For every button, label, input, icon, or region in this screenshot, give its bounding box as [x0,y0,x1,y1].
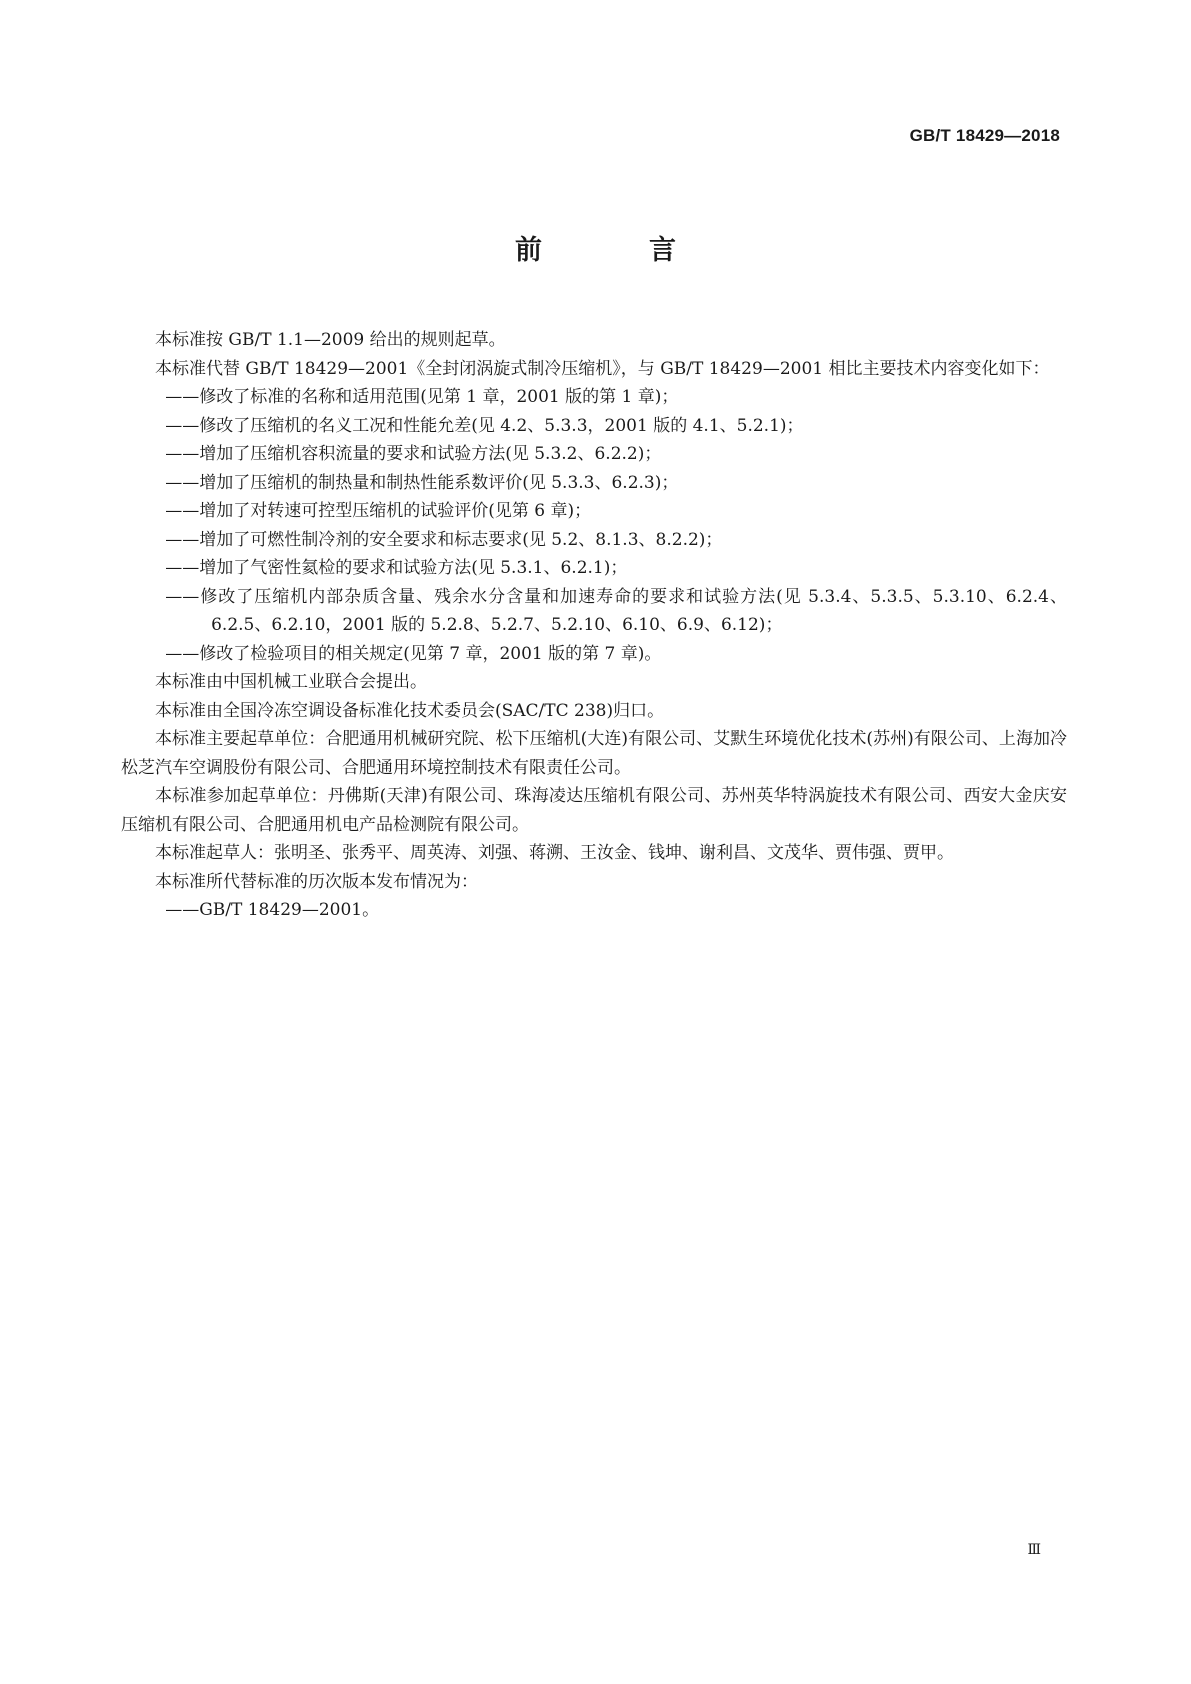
paragraph: 本标准代替 GB/T 18429—2001《全封闭涡旋式制冷压缩机》，与 GB/T 18429—2001 相比主要技术内容变化如下： [155,358,1050,379]
list-item: ——增加了压缩机的制热量和制热性能系数评价(见 5.3.3、6.2.3)； [165,472,679,493]
list-item: ——增加了对转速可控型压缩机的试验评价(见第 6 章)； [165,501,592,521]
list-item: ——增加了气密性氦检的要求和试验方法(见 5.3.1、6.2.1)； [165,558,628,578]
paragraph: 本标准起草人：张明圣、张秀平、周英涛、刘强、蒋溯、王汝金、钱坤、谢利昌、文茂华、贾伟强、贾甲。 [155,843,954,863]
list-item: ——增加了压缩机容积流量的要求和试验方法(见 5.3.2、6.2.2)； [165,444,662,464]
paragraph: 本标准所代替标准的历次版本发布情况为： [155,871,478,892]
list-item: ——修改了压缩机内部杂质含量、残余水分含量和加速寿命的要求和试验方法(见 5.3.4、5.3.5、5.3.10、6.2.4、6.2.5、6.2.10，2001 版的 5.2.8、5.2.7、5.2.10、6.10、6.9、6.12)； [165,586,1067,635]
paragraph: 本标准主要起草单位：合肥通用机械研究院、松下压缩机(大连)有限公司、艾默生环境优化技术(苏州)有限公司、上海加冷松芝汽车空调股份有限公司、合肥通用环境控制技术有限责任公司。 [121,729,1067,778]
list-item: ——修改了压缩机的名义工况和性能允差(见 4.2、5.3.3，2001 版的 4.1、5.2.1)； [165,415,804,436]
list-item: ——增加了可燃性制冷剂的安全要求和标志要求(见 5.2、8.1.3、8.2.2)； [165,529,723,550]
foreword-body [121,326,1067,925]
paragraph: 本标准由中国机械工业联合会提出。 [155,672,427,692]
list-item: ——修改了标准的名称和适用范围(见第 1 章，2001 版的第 1 章)； [165,387,679,407]
paragraph: 本标准由全国冷冻空调设备标准化技术委员会(SAC/TC 238)归口。 [155,700,665,721]
page-number: Ⅲ [1027,1542,1041,1558]
standard-code: GB/T 18429—2018 [909,126,1060,145]
paragraph: 本标准参加起草单位：丹佛斯(天津)有限公司、珠海凌达压缩机有限公司、苏州英华特涡旋技术有限公司、西安大金庆安压缩机有限公司、合肥通用机电产品检测院有限公司。 [121,786,1067,835]
paragraph: 本标准按 GB/T 1.1—2009 给出的规则起草。 [155,330,506,350]
page-title: 前 言 [515,235,716,266]
list-item: ——修改了检验项目的相关规定(见第 7 章，2001 版的第 7 章)。 [165,643,662,664]
list-item: ——GB/T 18429—2001。 [165,900,380,920]
